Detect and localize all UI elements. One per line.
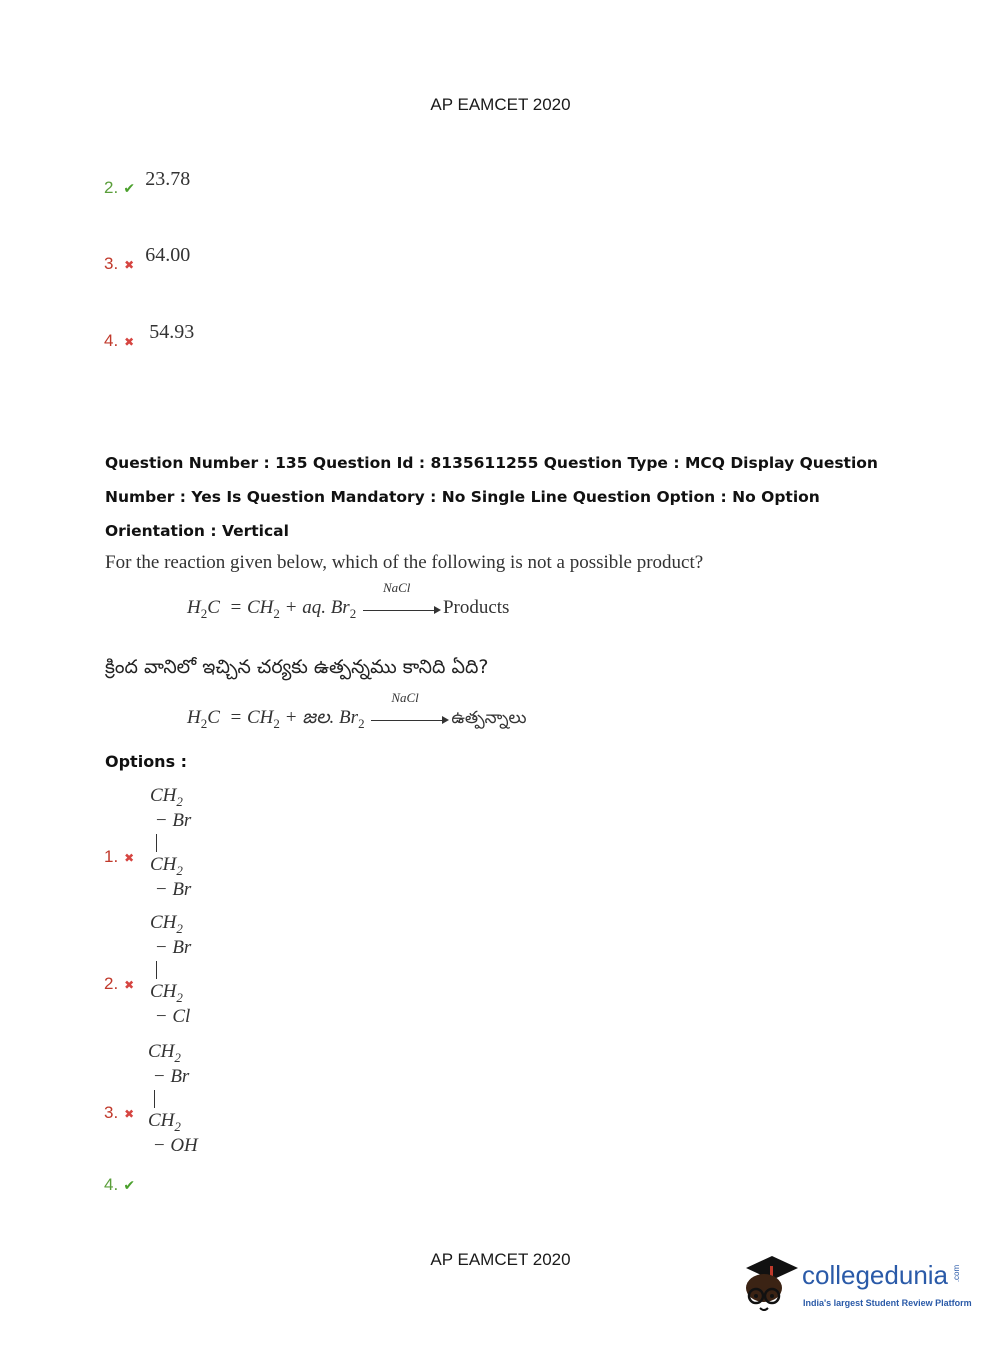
cross-icon: ✖ bbox=[124, 258, 135, 272]
logo-tagline: India's largest Student Review Platform bbox=[803, 1298, 972, 1308]
question-text-english: For the reaction given below, which of the following is not a possible product? bbox=[105, 552, 704, 573]
prev-option-3 bbox=[104, 244, 191, 275]
option-structure: $CH_2 - Br$ $CH_2 - Cl$ bbox=[150, 912, 192, 1027]
option-value: 54.93 bbox=[149, 321, 195, 343]
question-text-telugu: క్రింద వానిలో ఇచ్చిన చర్యకు ఉత్పన్నము కానిది ఏది? bbox=[105, 656, 489, 678]
option-value: 23.78 bbox=[145, 168, 191, 190]
option-4[interactable] bbox=[104, 1175, 136, 1195]
option-structure: $CH_2 - Br$ $CH_2 - Br$ bbox=[150, 785, 192, 900]
reaction-equation-english: $H_2C = CH_2$ + aq. $Br_2$ NaCl Products bbox=[187, 579, 510, 621]
single-bond bbox=[156, 961, 157, 979]
reaction-product: ఉత్పన్నాలు bbox=[451, 708, 527, 728]
option-number: 3. bbox=[104, 254, 119, 273]
check-icon: ✔ bbox=[123, 181, 136, 197]
option-number: 1. bbox=[104, 847, 119, 866]
prev-option-4 bbox=[104, 321, 195, 352]
option-marker bbox=[104, 974, 136, 994]
question-meta-line2: Number : Yes Is Question Mandatory : No Single Line Question Option : No Option bbox=[105, 488, 820, 506]
prev-option-2 bbox=[104, 168, 191, 199]
cross-icon: ✖ bbox=[124, 1107, 135, 1121]
option-number: 3. bbox=[104, 1103, 119, 1122]
single-bond bbox=[154, 1090, 155, 1108]
reaction-arrow bbox=[371, 689, 449, 724]
collegedunia-logo bbox=[742, 1250, 970, 1318]
option-number: 2. bbox=[104, 178, 119, 197]
option-number: 2. bbox=[104, 974, 119, 993]
question-meta-line1: Question Number : 135 Question Id : 8135611255 Question Type : MCQ Display Question bbox=[105, 454, 878, 472]
option-structure: $CH_2 - Br$ $CH_2$ − OH bbox=[148, 1041, 198, 1156]
page-header: AP EAMCET 2020 bbox=[430, 95, 571, 114]
option-value: 64.00 bbox=[145, 244, 191, 266]
option-marker bbox=[104, 1103, 136, 1123]
arrow-label: NaCl bbox=[382, 579, 411, 595]
options-label: Options : bbox=[105, 752, 188, 771]
option-marker bbox=[104, 847, 136, 867]
question-meta-line3: Orientation : Vertical bbox=[105, 522, 289, 540]
single-bond bbox=[156, 834, 157, 852]
option-number: 4. bbox=[104, 331, 119, 350]
reaction-equation-telugu: $H_2C = CH_2$ + జల. $Br_2$ NaCl ఉత్పన్నాలు bbox=[187, 689, 527, 731]
mascot-icon bbox=[742, 1250, 800, 1316]
reaction-product: Products bbox=[442, 597, 510, 618]
check-icon: ✔ bbox=[123, 1178, 136, 1194]
cross-icon: ✖ bbox=[124, 851, 135, 865]
page-footer: AP EAMCET 2020 bbox=[430, 1250, 571, 1269]
logo-wordmark: collegedunia .com bbox=[802, 1260, 962, 1290]
reaction-arrow bbox=[363, 579, 441, 614]
arrow-label: NaCl bbox=[391, 689, 419, 705]
cross-icon: ✖ bbox=[124, 335, 135, 349]
cross-icon: ✖ bbox=[124, 978, 135, 992]
option-number: 4. bbox=[104, 1175, 119, 1194]
question-meta bbox=[105, 446, 885, 548]
